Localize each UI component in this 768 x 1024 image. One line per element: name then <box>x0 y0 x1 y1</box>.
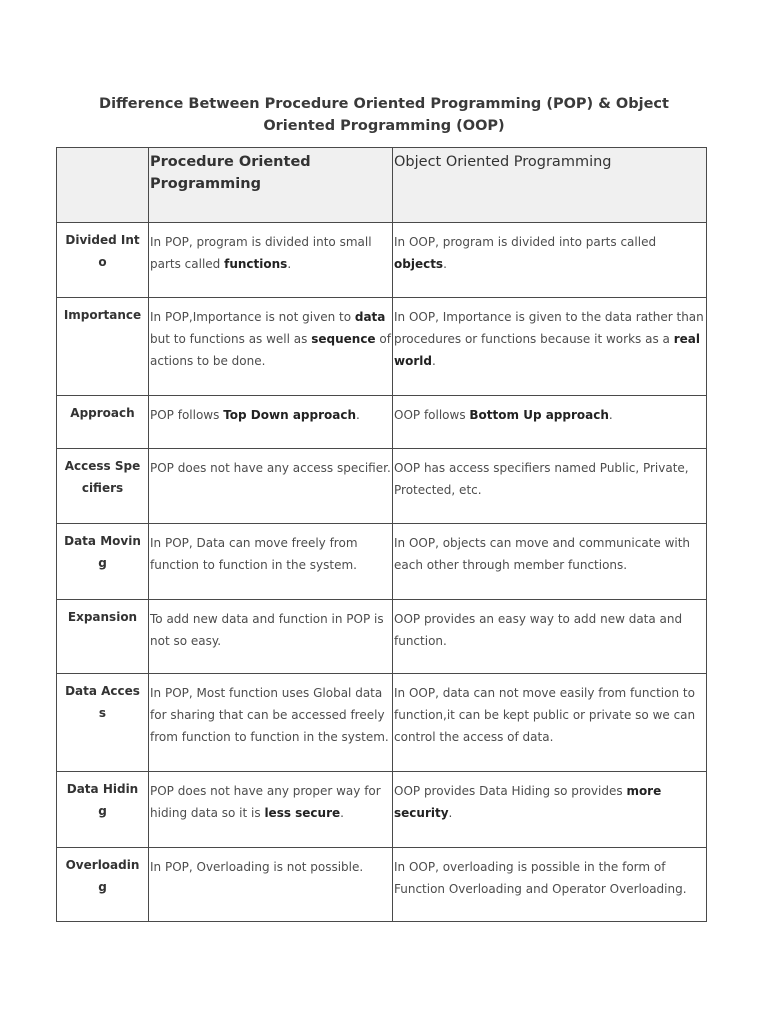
oop-cell-text-2: . <box>443 257 447 271</box>
row-label-text: Approach <box>70 406 135 420</box>
oop-cell <box>393 524 707 600</box>
row-label-text: Divided Into <box>65 233 140 269</box>
oop-cell <box>393 674 707 772</box>
table-row <box>57 449 707 524</box>
row-label <box>57 600 149 674</box>
oop-cell <box>393 600 707 674</box>
oop-cell-text-2: . <box>431 354 436 368</box>
pop-cell-text-0: POP does not have any access specifier. <box>150 461 391 475</box>
table-row <box>57 772 707 848</box>
oop-cell-text-0: In OOP, objects can move and communicate with each other through member functions. <box>394 536 691 572</box>
title-line-1: Difference Between Procedure Oriented Programming (POP) & Object <box>99 96 669 112</box>
table-header-row <box>57 148 707 223</box>
oop-cell-text-2: . <box>608 408 613 422</box>
pop-cell-text-3: sequence <box>311 332 376 346</box>
oop-cell-text-0: OOP follows <box>394 408 470 422</box>
header-pop: Procedure Oriented Programming <box>149 148 393 223</box>
oop-cell-text-0: In OOP, Importance is given to the data rather than procedures or functions because it works as a <box>394 310 704 346</box>
oop-cell-text-0: In OOP, data can not move easily from function to function,it can be kept public or private so we can control the access of data. <box>394 686 696 744</box>
pop-cell-text-0: To add new data and function in POP is not so easy. <box>150 612 384 648</box>
pop-cell <box>149 223 393 298</box>
oop-cell-text-0: OOP provides an easy way to add new data and function. <box>394 612 683 648</box>
oop-cell-text-0: In OOP, overloading is possible in the form of Function Overloading and Operator Overloading. <box>394 860 687 896</box>
pop-cell-text-2: . <box>356 408 360 422</box>
row-label-text: Data Access <box>65 684 140 720</box>
pop-cell-text-0: In POP, Most function uses Global data for sharing that can be accessed freely from function to function in the system. <box>150 686 389 744</box>
pop-cell <box>149 848 393 922</box>
oop-cell-text-1: Bottom Up approach <box>469 408 609 422</box>
pop-cell-text-0: POP follows <box>150 408 224 422</box>
table-row <box>57 848 707 922</box>
row-label <box>57 848 149 922</box>
document-title <box>0 93 768 137</box>
header-oop: Object Oriented Programming <box>393 148 707 223</box>
table-row <box>57 524 707 600</box>
pop-cell-text-1: Top Down approach <box>223 408 357 422</box>
oop-cell <box>393 298 707 396</box>
oop-cell-text-2: . <box>448 806 453 820</box>
pop-cell-text-0: In POP, Data can move freely from function to function in the system. <box>150 536 358 572</box>
pop-cell-text-1: data <box>354 310 386 324</box>
oop-cell <box>393 396 707 449</box>
row-label <box>57 298 149 396</box>
oop-cell <box>393 772 707 848</box>
oop-cell <box>393 449 707 524</box>
pop-cell-text-4: of actions to be done. <box>150 332 391 368</box>
pop-cell <box>149 396 393 449</box>
row-label <box>57 772 149 848</box>
pop-cell-text-2: but to functions as well as <box>150 332 312 346</box>
pop-cell <box>149 524 393 600</box>
row-label-text: Access Specifiers <box>64 459 141 495</box>
pop-cell-text-0: In POP,Importance is not given to <box>150 310 355 324</box>
row-label <box>57 223 149 298</box>
pop-cell <box>149 772 393 848</box>
row-label-text: Data Moving <box>64 534 141 570</box>
pop-cell-text-0: In POP, Overloading is not possible. <box>150 860 364 874</box>
row-label <box>57 674 149 772</box>
pop-cell-text-0: POP does not have any proper way for hiding data so it is <box>150 784 381 820</box>
oop-cell <box>393 848 707 922</box>
oop-cell-text-0: OOP has access specifiers named Public, Private, Protected, etc. <box>394 461 689 497</box>
oop-cell-text-1: more security <box>394 784 662 820</box>
title-line-2: Oriented Programming (OOP) <box>263 118 505 134</box>
comparison-table <box>56 147 707 922</box>
row-label-text: Data Hiding <box>66 782 139 818</box>
oop-cell-text-0: In OOP, program is divided into parts called <box>394 235 657 249</box>
pop-cell-text-1: less secure <box>264 806 341 820</box>
pop-cell <box>149 674 393 772</box>
pop-cell <box>149 449 393 524</box>
row-label <box>57 396 149 449</box>
row-label-text: Overloading <box>65 858 140 894</box>
pop-cell <box>149 298 393 396</box>
header-corner-cell <box>57 148 149 223</box>
table-row <box>57 600 707 674</box>
row-label-text: Importance <box>63 308 142 322</box>
oop-cell <box>393 223 707 298</box>
pop-cell <box>149 600 393 674</box>
pop-cell-text-2: . <box>287 257 292 271</box>
table-row <box>57 298 707 396</box>
row-label-text: Expansion <box>67 610 138 624</box>
pop-cell-text-0: In POP, program is divided into small parts called <box>150 235 372 271</box>
row-label <box>57 524 149 600</box>
table-row <box>57 223 707 298</box>
oop-cell-text-0: OOP provides Data Hiding so provides <box>394 784 627 798</box>
row-label <box>57 449 149 524</box>
table-row <box>57 674 707 772</box>
oop-cell-text-1: objects <box>394 257 444 271</box>
pop-cell-text-1: functions <box>224 257 288 271</box>
oop-cell-text-1: real world <box>394 332 700 368</box>
pop-cell-text-2: . <box>340 806 344 820</box>
table-row <box>57 396 707 449</box>
